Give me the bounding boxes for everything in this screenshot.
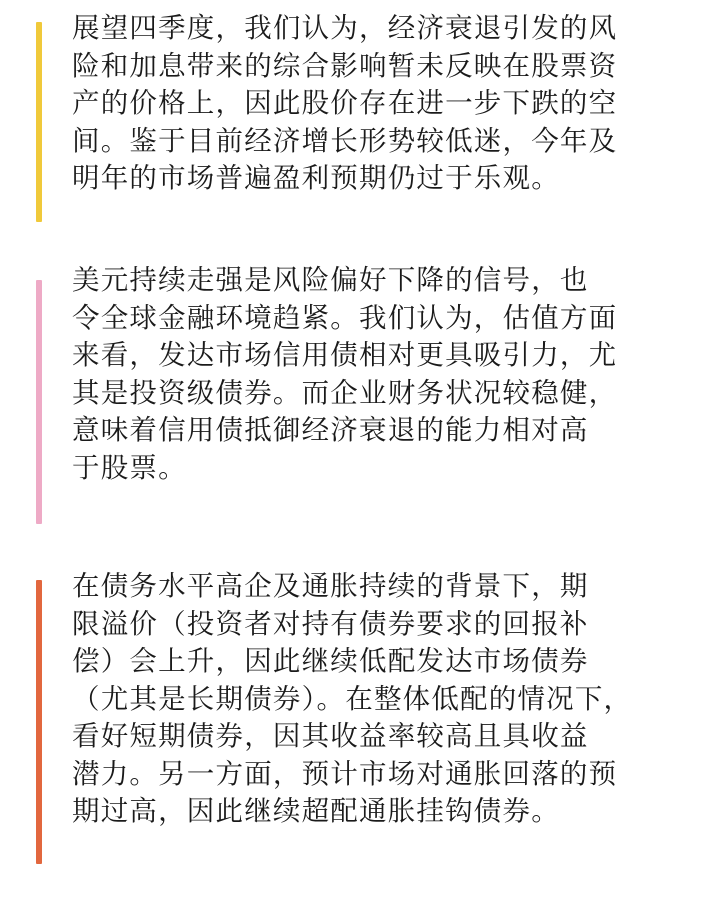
paragraph-block-bonds (0, 568, 720, 868)
paragraph-text: 在债务水平高企及通胀持续的背景下，期 限溢价（投资者对持有债券要求的回报补 偿）会上升，因此继续低配发达市场债券 （尤其是长期债券）。在整体低配的情况下， 看好短期债券，因其收益率较高且具收益 潜力。另一方面，预计市场对通胀回落的预 期过高，因此继续超配通胀挂钩债券。 (72, 570, 633, 827)
paragraph-block-outlook (0, 10, 720, 220)
accent-bar-yellow (36, 22, 42, 222)
paragraph-text: 展望四季度，我们认为，经济衰退引发的风 险和加息带来的综合影响暂未反映在股票资 产的价格上，因此股价存在进一步下跌的空 间。鉴于目前经济增长形势较低迷，今年及 明年的市场普遍盈利预期仍过于乐观。 (72, 12, 618, 194)
accent-bar-pink (36, 280, 42, 524)
accent-bar-orange (36, 580, 42, 864)
paragraph-text: 美元持续走强是风险偏好下降的信号，也 令全球金融环境趋紧。我们认为，估值方面 来看，发达市场信用债相对更具吸引力，尤 其是投资级债券。而企业财务状况较稳健， 意味着信用债抵御经济衰退的能力相对高 于股票。 (72, 264, 618, 484)
paragraph-block-credit (0, 262, 720, 527)
